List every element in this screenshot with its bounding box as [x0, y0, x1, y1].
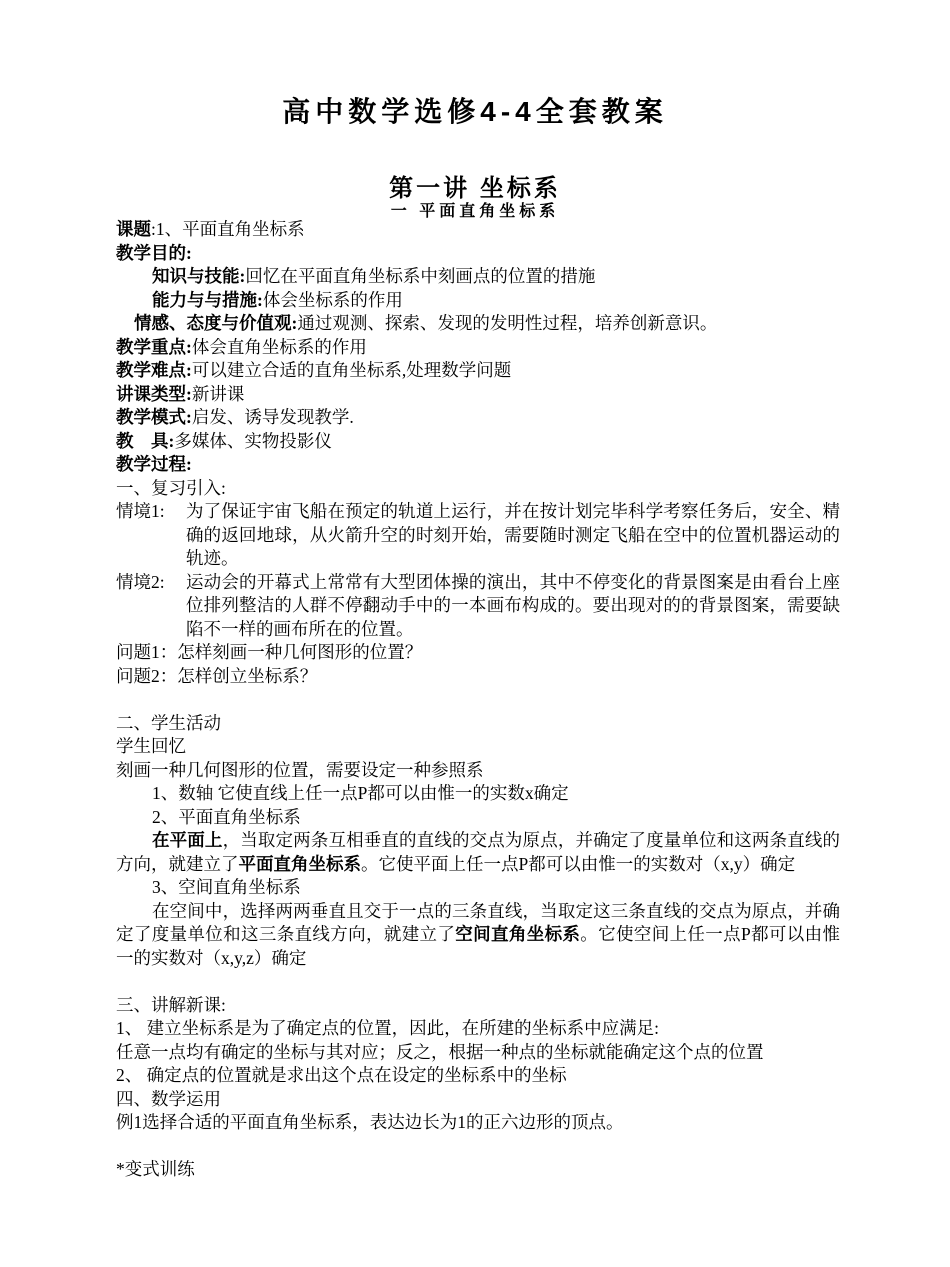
focus-value: 体会直角坐标系的作用 — [191, 336, 367, 357]
difficulty-value: 可以建立合适的直角坐标系,处理数学问题 — [191, 360, 512, 380]
emotion-label: 情感、态度与价值观: — [134, 313, 298, 333]
question-2: 问题2：怎样创立坐标系？ — [116, 665, 318, 686]
tools-label: 教 具: — [116, 430, 175, 451]
difficulty-line — [116, 359, 840, 383]
knowledge-label: 知识与技能: — [152, 266, 246, 286]
scene-2-label: 情境2: — [116, 571, 165, 592]
difficulty-label: 教学难点: — [116, 360, 192, 380]
scene-2-text: 运动会的开幕式上常常有大型团体操的演出，其中不停变化的背景图案是由看台上座位排列整洁的人群不停翻动手中的一本画布构成的。要出现对的的背景图案，需要缺陷不一样的画布所在的位置。 — [186, 571, 840, 639]
section-heading: 一 平面直角坐标系 — [390, 203, 560, 220]
tools-line — [116, 430, 840, 454]
plane-text-2: 。它使平面上任一点P都可以由惟一的实数对（x,y）确定 — [361, 853, 796, 874]
mode-label: 教学模式: — [116, 407, 192, 427]
goal-label: 教学目的: — [116, 242, 192, 263]
activity-intro: 刻画一种几何图形的位置，需要设定一种参照系 — [116, 759, 484, 780]
student-recall: 学生回忆 — [116, 736, 186, 756]
document-title: 高中数学选修4-4全套教案 — [282, 96, 668, 127]
emotion-line — [116, 312, 840, 336]
blank-line — [116, 1135, 840, 1159]
lecture-point-2: 2、 确定点的位置就是求出这个点在设定的坐标系中的坐标 — [116, 1065, 567, 1085]
knowledge-value: 回忆在平面直角坐标系中刻画点的位置的措施 — [245, 266, 596, 286]
ability-line — [116, 289, 840, 313]
scene-1-text: 为了保证宇宙飞船在预定的轨道上运行，并在按计划完毕科学考察任务后，安全、精确的返回地球，从火箭升空的时刻开始，需要随时测定飞船在空中的位置机器运动的轨迹。 — [186, 501, 840, 568]
topic-colon: : — [151, 219, 156, 239]
mode-line — [116, 406, 840, 430]
activity-item-2: 2、平面直角坐标系 — [152, 806, 301, 827]
plane-text-1: ，当取定两条互相垂直的直线的交点为原点，并确定了度量单位和这两条直线的方向，就建立了 — [116, 830, 841, 874]
tools-value: 多媒体、实物投影仪 — [174, 430, 332, 451]
space-coordinate-paragraph — [116, 900, 840, 971]
example-1: 例1选择合适的平面直角坐标系，表达边长为1的正六边形的顶点。 — [116, 1112, 624, 1132]
lecture-heading-3: 三、讲解新课: — [116, 994, 226, 1015]
type-line — [116, 383, 840, 407]
type-value: 新讲课 — [191, 383, 245, 404]
emotion-value: 通过观测、探索、发现的发明性过程，培养创新意识。 — [297, 313, 718, 333]
focus-line — [116, 336, 840, 360]
topic-value: 1、平面直角坐标系 — [155, 219, 305, 239]
blank-line — [116, 970, 840, 994]
review-heading: 一、复习引入: — [116, 477, 226, 498]
space-text-2: 。它使空间上任一点P都可以由惟一的实数对（x,y,z）确定 — [116, 924, 841, 968]
variant-training: *变式训练 — [116, 1159, 195, 1179]
type-label: 讲课类型: — [116, 383, 192, 404]
mode-value: 启发、诱导发现教学. — [191, 407, 354, 427]
plane-bold-term: 平面直角坐标系 — [238, 853, 361, 874]
process-label: 教学过程: — [116, 454, 192, 474]
blank-line — [116, 688, 840, 712]
space-bold-term: 空间直角坐标系 — [455, 924, 581, 944]
lecture-point-1-detail: 任意一点均有确定的坐标与其对应；反之，根据一种点的坐标就能确定这个点的位置 — [116, 1041, 764, 1062]
lecture-point-1: 1、 建立坐标系是为了确定点的位置，因此，在所建的坐标系中应满足: — [116, 1018, 659, 1038]
activity-heading: 二、学生活动 — [116, 712, 221, 733]
activity-item-3: 3、空间直角坐标系 — [152, 877, 301, 897]
application-heading: 四、数学运用 — [116, 1088, 221, 1109]
activity-item-1: 1、数轴 它使直线上任一点P都可以由惟一的实数x确定 — [152, 783, 569, 803]
scene-2 — [116, 571, 840, 642]
plane-bold-intro: 在平面上 — [152, 830, 223, 850]
ability-value: 体会坐标系的作用 — [262, 289, 403, 310]
document-body — [116, 218, 840, 1182]
ability-label: 能力与与措施: — [152, 289, 263, 310]
topic-label: 课题 — [116, 219, 151, 239]
scene-1-label: 情境1: — [116, 501, 165, 521]
scene-1 — [116, 500, 840, 571]
focus-label: 教学重点: — [116, 336, 192, 357]
lecture-heading: 第一讲 坐标系 — [389, 175, 561, 202]
question-1: 问题1：怎样刻画一种几何图形的位置？ — [116, 642, 423, 662]
topic-line — [116, 218, 840, 242]
knowledge-line — [116, 265, 840, 289]
space-text-1: 在空间中，选择两两垂直且交于一点的三条直线，当取定这三条直线的交点为原点，并确定了度量单位和这三条直线方向，就建立了 — [116, 900, 840, 944]
plane-coordinate-paragraph — [116, 829, 840, 876]
